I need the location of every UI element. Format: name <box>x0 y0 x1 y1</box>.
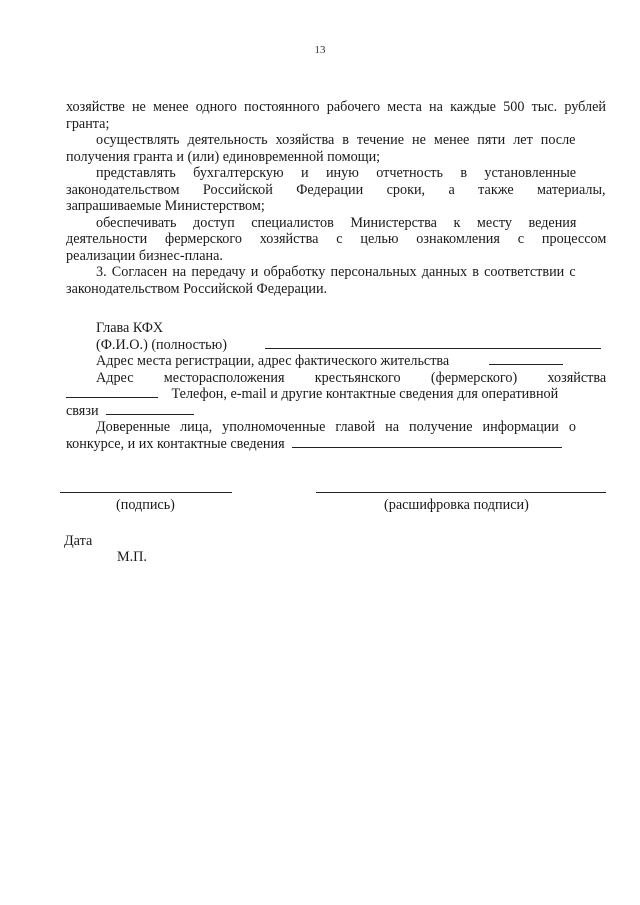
fio-field[interactable] <box>265 338 601 349</box>
reg-address-label: Адрес места регистрации, адрес фактического жительства <box>96 353 450 369</box>
text-line: законодательством Российской Федерации сроки, а также материалы, <box>66 181 606 198</box>
text-line: представлять бухгалтерскую и иную отчетность в установленные <box>96 165 577 181</box>
text-line: гранта; <box>66 115 110 132</box>
farm-address-field[interactable] <box>66 387 158 398</box>
reg-address-row <box>66 353 606 370</box>
farm-address-row <box>66 370 606 387</box>
contacts-label-end: связи <box>66 402 99 419</box>
text-line: осуществлять деятельность хозяйства в течение не менее пяти лет после <box>96 132 576 148</box>
stamp-label: М.П. <box>117 549 147 565</box>
signature-line[interactable] <box>60 492 232 493</box>
trusted-row: Доверенные лица, уполномоченные главой на получение информации о <box>96 419 576 435</box>
text-line: хозяйстве не менее одного постоянного рабочего места на каждые 500 тыс. рублей <box>66 99 607 115</box>
applicant-form <box>66 320 606 452</box>
reg-address-field[interactable] <box>489 354 563 365</box>
phone-row <box>66 386 606 403</box>
trusted-label: конкурсе, и их контактные сведения <box>66 435 285 452</box>
farm-address-label: Адрес месторасположения крестьянского (фермерского) хозяйства <box>96 369 607 386</box>
signature-decode-label: (расшифровка подписи) <box>384 497 529 513</box>
obligations-text <box>66 99 606 297</box>
fio-label: (Ф.И.О.) (полностью) <box>96 336 227 353</box>
head-label: Глава КФХ <box>96 320 164 336</box>
text-line: обеспечивать доступ специалистов Министерства к месту ведения <box>96 214 577 231</box>
trusted-field[interactable] <box>292 437 562 448</box>
contacts-label: Телефон, e-mail и другие контактные сведения для оперативной <box>171 386 559 402</box>
text-line: 3. Согласен на передачу и обработку персональных данных в соответствии с <box>96 264 576 280</box>
text-line: получения гранта и (или) единовременной помощи; <box>66 148 381 165</box>
contacts-field[interactable] <box>106 404 194 415</box>
contacts-row <box>66 403 606 420</box>
text-line: законодательством Российской Федерации. <box>66 280 328 297</box>
signature-decode-line[interactable] <box>316 492 606 493</box>
text-line: деятельности фермерского хозяйства с целью ознакомления с процессом <box>66 231 607 247</box>
text-line: запрашиваемые Министерством; <box>66 198 265 214</box>
page-number: 13 <box>314 44 326 56</box>
fio-row <box>66 337 606 354</box>
signature-label: (подпись) <box>116 497 175 513</box>
trusted-row-2 <box>66 436 606 453</box>
date-label: Дата <box>64 533 93 549</box>
text-line: реализации бизнес-плана. <box>66 247 223 264</box>
